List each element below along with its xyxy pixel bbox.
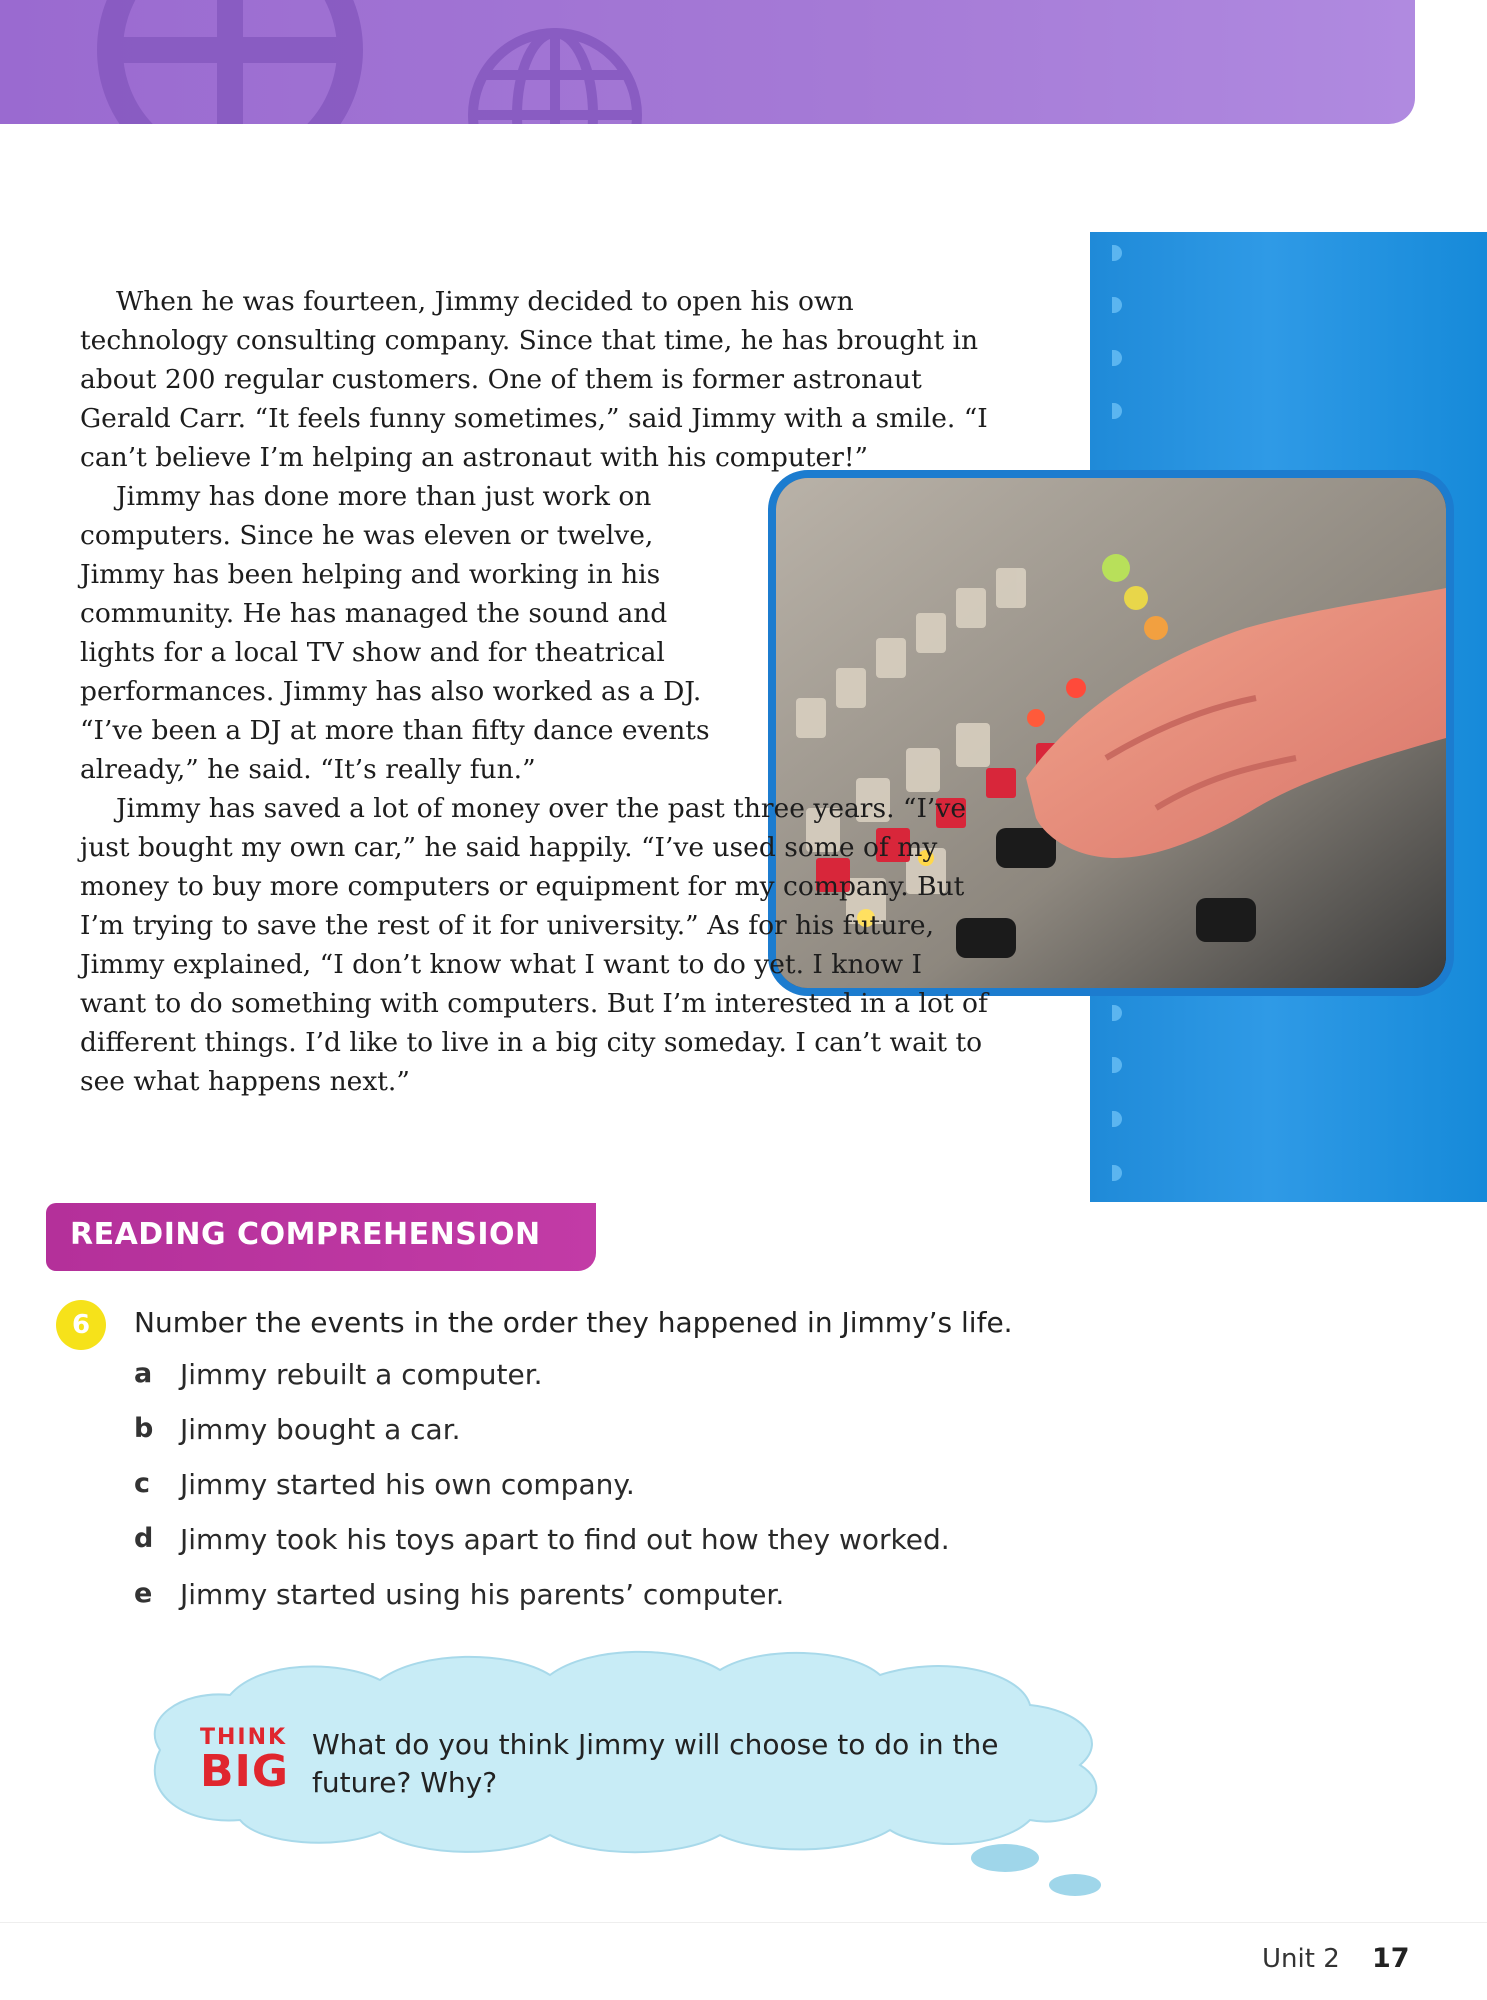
passage-paragraph: Jimmy has saved a lot of money over the past three years. “I’ve just bought my own car,” he said happily. “I’ve used some of my money to buy more computers or equipment for my company. But I’m trying to save the rest of it for university.” As for his future, Jimmy explained, “I don’t know what I want to do yet. I know I want to do something with computers. But I’m interested in a lot of different things. I’d like to live in a big city someday. I can’t wait to see what happens next.” xyxy=(80,793,988,1097)
globe-icon xyxy=(455,20,655,124)
item-text: Jimmy started his own company. xyxy=(180,1468,635,1501)
think-big-logo xyxy=(200,1725,290,1797)
question-prompt: Number the events in the order they happened in Jimmy’s life. xyxy=(134,1306,1013,1339)
item-letter: c xyxy=(134,1468,151,1499)
item-letter: a xyxy=(134,1358,153,1389)
think-big-logo-bottom: BIG xyxy=(200,1746,290,1797)
page-number: 17 xyxy=(1372,1943,1410,1974)
item-text: Jimmy took his toys apart to find out how they worked. xyxy=(180,1523,950,1556)
passage-paragraph: When he was fourteen, Jimmy decided to open his own technology consulting company. Since that time, he has brought in about 200 regular customers. One of them is former astronaut Gerald Carr. “It feels funny sometimes,” said Jimmy with a smile. “I can’t believe I’m helping an astronaut with his computer!” xyxy=(80,286,988,473)
item-letter: e xyxy=(134,1578,153,1609)
question-number-badge: 6 xyxy=(56,1300,106,1350)
item-text: Jimmy bought a car. xyxy=(180,1413,461,1446)
passage-paragraph: Jimmy has done more than just work on computers. Since he was eleven or twelve, Jimmy has been helping and working in his community. He has managed the sound and lights for a local TV show and for theatrical performances. Jimmy has also worked as a DJ. “I’ve been a DJ at more than fifty dance events already,” he said. “It’s really fun.” xyxy=(80,481,710,785)
footer-unit-label: Unit 2 xyxy=(1262,1944,1340,1974)
item-text: Jimmy rebuilt a computer. xyxy=(180,1358,543,1391)
footer-divider xyxy=(0,1922,1487,1923)
globe-icon xyxy=(70,0,390,124)
item-letter: b xyxy=(134,1413,154,1444)
reading-passage xyxy=(80,282,1000,1101)
item-letter: d xyxy=(134,1523,154,1554)
item-text: Jimmy started using his parents’ computer. xyxy=(180,1578,785,1611)
think-big-logo-top: THINK xyxy=(200,1725,288,1750)
section-heading: READING COMPREHENSION xyxy=(70,1217,541,1252)
top-banner xyxy=(0,0,1415,124)
reading-comprehension-heading-bar xyxy=(46,1203,596,1271)
think-big-question: What do you think Jimmy will choose to do in the future? Why? xyxy=(312,1728,999,1799)
